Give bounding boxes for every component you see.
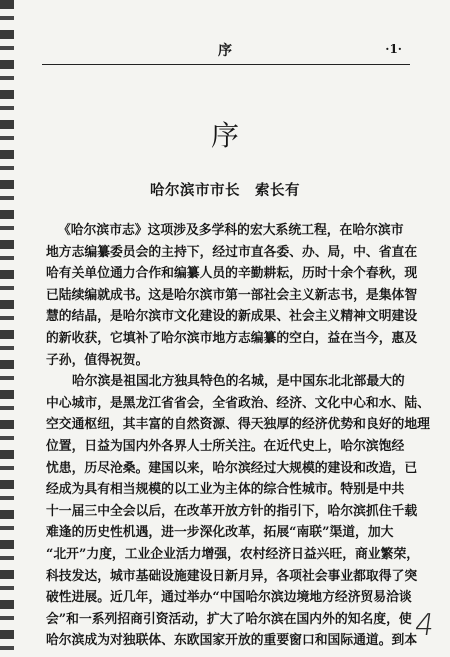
text-line: 中心城市，是黑龙江省省会，全省政治、经济、文化中心和水、陆、 (46, 395, 430, 411)
text-line: 科技发达，城市基础设施建设日新月异，各项社会事业都取得了突 (46, 568, 418, 584)
text-line: 哈尔滨是祖国北方独具特色的名城，是中国东北北部最大的 (72, 374, 405, 390)
text-line: 忧患，历尽沧桑。建国以来，哈尔滨经过大规模的建设和改造，已 (46, 460, 418, 476)
text-line: 已陆续编就成书。这是哈尔滨市第一部社会主义新志书，是集体智 (46, 287, 418, 303)
chapter-title: 序 (210, 119, 239, 152)
author-line: 哈尔滨市市长 索长有 (150, 182, 300, 199)
text-line: “北开”力度，工业企业活力增强，农村经济日益兴旺，商业繁荣， (46, 546, 420, 562)
text-line: 空交通枢纽，其丰富的自然资源、得天独厚的经济优势和良好的地理 (46, 417, 430, 433)
text-line: 地方志编纂委员会的主持下，经过市直各委、办、局，中、省直在 (46, 244, 418, 260)
text-line: 位置，日益为国内外各界人士所关注。在近代史上，哈尔滨饱经 (46, 438, 405, 454)
running-header-title: 序 (218, 43, 232, 59)
text-line: 《哈尔滨市志》这项涉及多学科的宏大系统工程，在哈尔滨市 (58, 223, 404, 238)
text-line: 十一届三中全会以后，在改革开放方针的指引下，哈尔滨抓住千载 (46, 503, 418, 519)
page-number: ·1· (385, 42, 402, 56)
body-text (46, 220, 430, 652)
text-line: 经成为具有相当规模的以工业为主体的综合性城市。特别是中共 (46, 482, 405, 498)
book-binding-edge (0, 0, 20, 657)
text-line: 的新收获，它填补了哈尔滨市地方志编纂的空白，益在当今，惠及 (46, 330, 418, 346)
handwritten-page-number: 4 (412, 608, 437, 643)
text-line: 破性进展。近几年，通过举办“中国哈尔滨边境地方经济贸易洽谈 (46, 590, 412, 606)
text-line: 哈尔滨成为对独联体、东欧国家开放的重要窗口和国际通道。到本 (46, 633, 418, 649)
text-line: 慧的结晶，是哈尔滨市文化建设的新成果、社会主义精神文明建设 (46, 309, 418, 325)
header-rule (42, 64, 410, 65)
text-line: 子孙，值得祝贺。 (46, 352, 149, 368)
text-line: 会”和一系列招商引资活动，扩大了哈尔滨在国内外的知名度，使 (46, 611, 412, 627)
text-line: 哈有关单位通力合作和编纂人员的辛勤耕耘，历时十余个春秋，现 (46, 266, 418, 282)
text-line: 难逢的历史性机遇，进一步深化改革，拓展“南联”渠道，加大 (46, 525, 394, 541)
